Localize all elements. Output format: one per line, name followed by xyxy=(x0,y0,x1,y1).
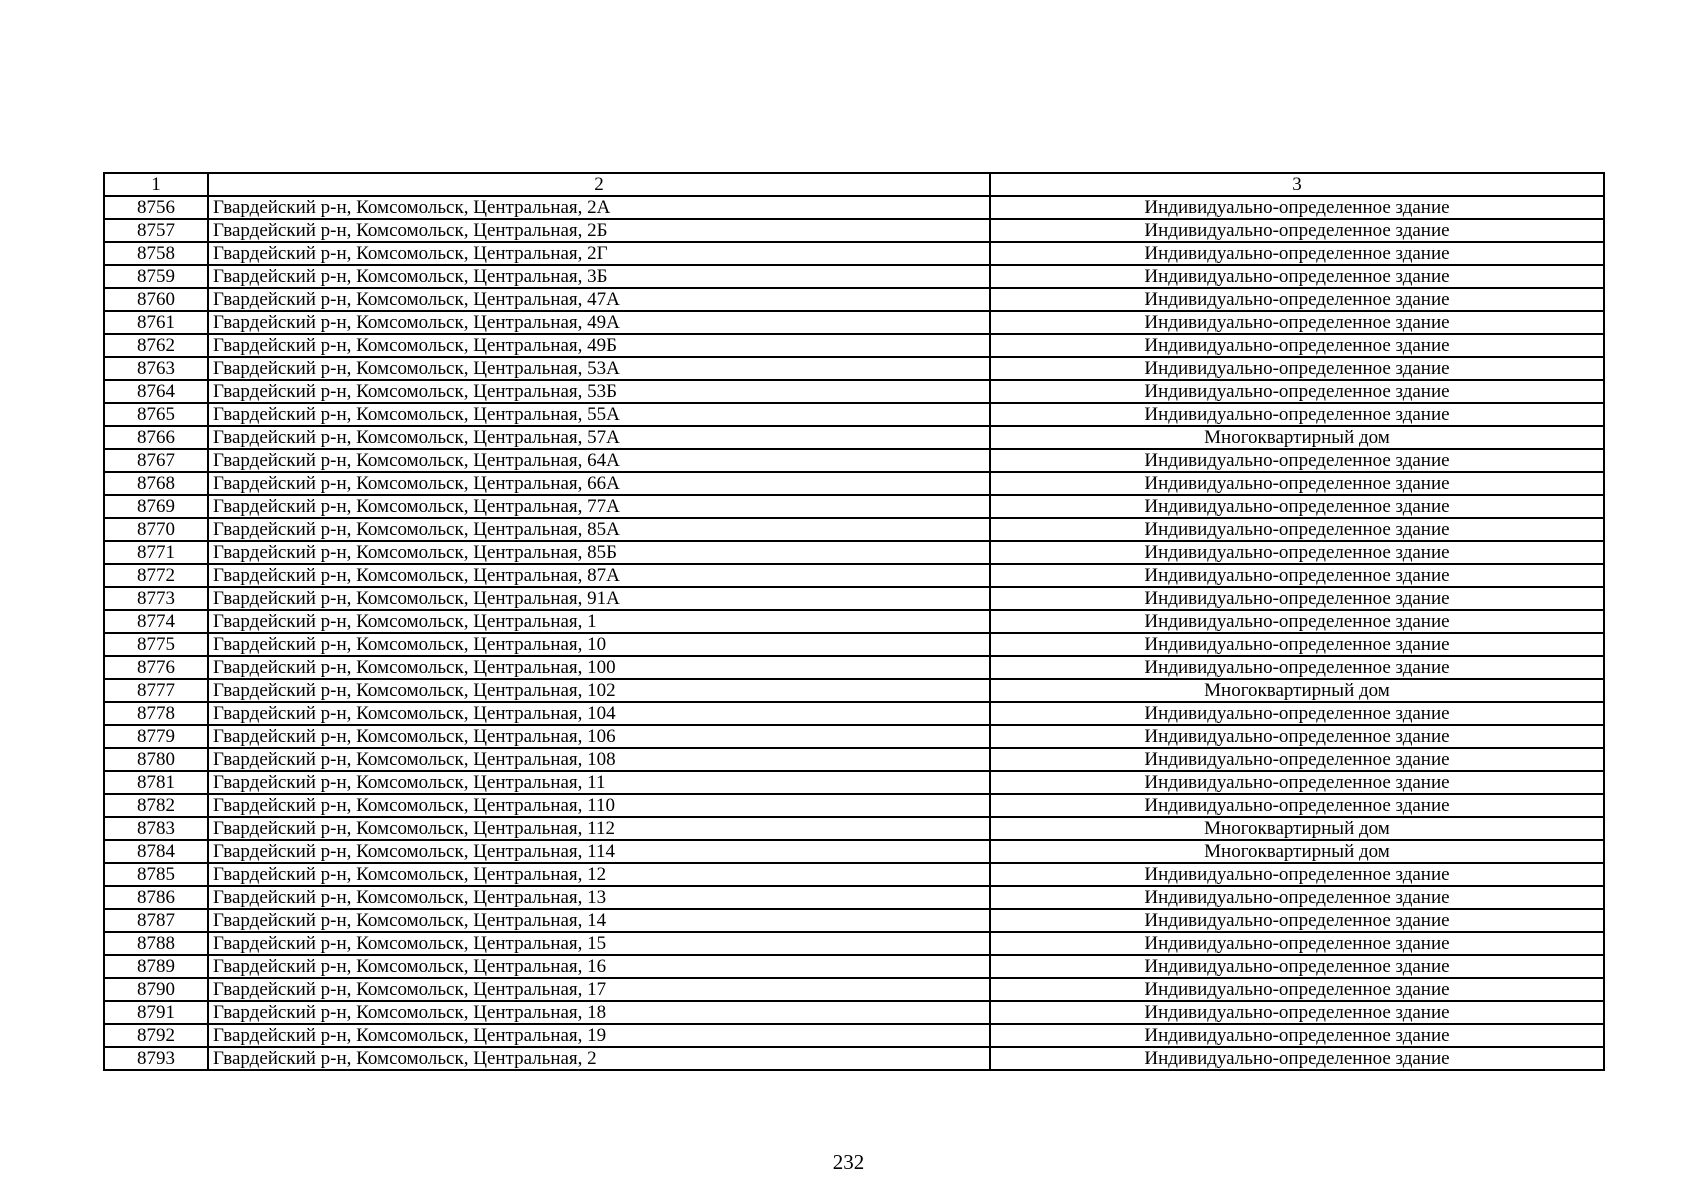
table-row xyxy=(104,863,1604,886)
header-cell-type: 3 xyxy=(990,173,1604,196)
building-type-cell: Индивидуально-определенное здание xyxy=(990,288,1604,311)
building-type-cell: Индивидуально-определенное здание xyxy=(990,725,1604,748)
building-type-cell: Индивидуально-определенное здание xyxy=(990,633,1604,656)
address-cell: Гвардейский р-н, Комсомольск, Центральная, 11 xyxy=(208,771,990,794)
table-row xyxy=(104,610,1604,633)
table-row xyxy=(104,702,1604,725)
address-cell: Гвардейский р-н, Комсомольск, Центральная, 66А xyxy=(208,472,990,495)
table-row xyxy=(104,1047,1604,1070)
address-cell: Гвардейский р-н, Комсомольск, Центральная, 15 xyxy=(208,932,990,955)
address-cell: Гвардейский р-н, Комсомольск, Центральная, 47А xyxy=(208,288,990,311)
building-type-cell: Многоквартирный дом xyxy=(990,817,1604,840)
table-row xyxy=(104,1024,1604,1047)
table-row xyxy=(104,794,1604,817)
table-row xyxy=(104,564,1604,587)
row-number-cell: 8762 xyxy=(104,334,208,357)
address-cell: Гвардейский р-н, Комсомольск, Центральная, 112 xyxy=(208,817,990,840)
page-number: 232 xyxy=(832,1150,865,1174)
header-cell-address: 2 xyxy=(208,173,990,196)
row-number-cell: 8767 xyxy=(104,449,208,472)
table-row xyxy=(104,955,1604,978)
building-type-cell: Индивидуально-определенное здание xyxy=(990,748,1604,771)
row-number-cell: 8764 xyxy=(104,380,208,403)
row-number-cell: 8780 xyxy=(104,748,208,771)
table-row xyxy=(104,311,1604,334)
building-type-cell: Индивидуально-определенное здание xyxy=(990,380,1604,403)
row-number-cell: 8785 xyxy=(104,863,208,886)
address-cell: Гвардейский р-н, Комсомольск, Центральная, 2Б xyxy=(208,219,990,242)
row-number-cell: 8761 xyxy=(104,311,208,334)
table-row xyxy=(104,633,1604,656)
header-cell-number: 1 xyxy=(104,173,208,196)
building-type-cell: Индивидуально-определенное здание xyxy=(990,495,1604,518)
address-cell: Гвардейский р-н, Комсомольск, Центральная, 2Г xyxy=(208,242,990,265)
table-row xyxy=(104,518,1604,541)
row-number-cell: 8779 xyxy=(104,725,208,748)
address-cell: Гвардейский р-н, Комсомольск, Центральная, 77А xyxy=(208,495,990,518)
address-cell: Гвардейский р-н, Комсомольск, Центральная, 10 xyxy=(208,633,990,656)
row-number-cell: 8782 xyxy=(104,794,208,817)
row-number-cell: 8778 xyxy=(104,702,208,725)
address-cell: Гвардейский р-н, Комсомольск, Центральная, 49Б xyxy=(208,334,990,357)
building-type-cell: Индивидуально-определенное здание xyxy=(990,219,1604,242)
building-type-cell: Индивидуально-определенное здание xyxy=(990,564,1604,587)
row-number-cell: 8758 xyxy=(104,242,208,265)
building-type-cell: Индивидуально-определенное здание xyxy=(990,265,1604,288)
building-type-cell: Индивидуально-определенное здание xyxy=(990,978,1604,1001)
table-row xyxy=(104,840,1604,863)
row-number-cell: 8775 xyxy=(104,633,208,656)
building-type-cell: Индивидуально-определенное здание xyxy=(990,311,1604,334)
row-number-cell: 8759 xyxy=(104,265,208,288)
row-number-cell: 8776 xyxy=(104,656,208,679)
table-row xyxy=(104,288,1604,311)
building-type-cell: Индивидуально-определенное здание xyxy=(990,334,1604,357)
table-row xyxy=(104,679,1604,702)
row-number-cell: 8773 xyxy=(104,587,208,610)
building-type-cell: Индивидуально-определенное здание xyxy=(990,1024,1604,1047)
address-cell: Гвардейский р-н, Комсомольск, Центральная, 2 xyxy=(208,1047,990,1070)
address-cell: Гвардейский р-н, Комсомольск, Центральная, 13 xyxy=(208,886,990,909)
address-cell: Гвардейский р-н, Комсомольск, Центральная, 85Б xyxy=(208,541,990,564)
row-number-cell: 8772 xyxy=(104,564,208,587)
address-cell: Гвардейский р-н, Комсомольск, Центральная, 110 xyxy=(208,794,990,817)
table-row xyxy=(104,380,1604,403)
building-type-cell: Индивидуально-определенное здание xyxy=(990,656,1604,679)
building-type-cell: Индивидуально-определенное здание xyxy=(990,610,1604,633)
building-type-cell: Индивидуально-определенное здание xyxy=(990,932,1604,955)
address-cell: Гвардейский р-н, Комсомольск, Центральная, 108 xyxy=(208,748,990,771)
row-number-cell: 8756 xyxy=(104,196,208,219)
table-row xyxy=(104,978,1604,1001)
address-cell: Гвардейский р-н, Комсомольск, Центральная, 19 xyxy=(208,1024,990,1047)
registry-table xyxy=(103,172,1605,1071)
address-cell: Гвардейский р-н, Комсомольск, Центральная, 114 xyxy=(208,840,990,863)
row-number-cell: 8790 xyxy=(104,978,208,1001)
table-row xyxy=(104,472,1604,495)
building-type-cell: Многоквартирный дом xyxy=(990,679,1604,702)
table-row xyxy=(104,242,1604,265)
registry-table-body xyxy=(104,173,1604,1070)
address-cell: Гвардейский р-н, Комсомольск, Центральная, 55А xyxy=(208,403,990,426)
table-row xyxy=(104,541,1604,564)
address-cell: Гвардейский р-н, Комсомольск, Центральная, 106 xyxy=(208,725,990,748)
building-type-cell: Индивидуально-определенное здание xyxy=(990,955,1604,978)
building-type-cell: Многоквартирный дом xyxy=(990,840,1604,863)
building-type-cell: Индивидуально-определенное здание xyxy=(990,587,1604,610)
table-row xyxy=(104,656,1604,679)
building-type-cell: Индивидуально-определенное здание xyxy=(990,449,1604,472)
building-type-cell: Индивидуально-определенное здание xyxy=(990,1047,1604,1070)
table-row xyxy=(104,748,1604,771)
row-number-cell: 8789 xyxy=(104,955,208,978)
table-row xyxy=(104,334,1604,357)
building-type-cell: Индивидуально-определенное здание xyxy=(990,771,1604,794)
table-row xyxy=(104,886,1604,909)
row-number-cell: 8781 xyxy=(104,771,208,794)
building-type-cell: Индивидуально-определенное здание xyxy=(990,702,1604,725)
building-type-cell: Индивидуально-определенное здание xyxy=(990,794,1604,817)
table-row xyxy=(104,449,1604,472)
row-number-cell: 8757 xyxy=(104,219,208,242)
row-number-cell: 8783 xyxy=(104,817,208,840)
address-cell: Гвардейский р-н, Комсомольск, Центральная, 49А xyxy=(208,311,990,334)
building-type-cell: Индивидуально-определенное здание xyxy=(990,1001,1604,1024)
row-number-cell: 8784 xyxy=(104,840,208,863)
table-row xyxy=(104,357,1604,380)
building-type-cell: Индивидуально-определенное здание xyxy=(990,242,1604,265)
table-row xyxy=(104,495,1604,518)
address-cell: Гвардейский р-н, Комсомольск, Центральная, 57А xyxy=(208,426,990,449)
building-type-cell: Индивидуально-определенное здание xyxy=(990,909,1604,932)
address-cell: Гвардейский р-н, Комсомольск, Центральная, 16 xyxy=(208,955,990,978)
address-cell: Гвардейский р-н, Комсомольск, Центральная, 1 xyxy=(208,610,990,633)
building-type-cell: Многоквартирный дом xyxy=(990,426,1604,449)
table-row xyxy=(104,909,1604,932)
building-type-cell: Индивидуально-определенное здание xyxy=(990,472,1604,495)
address-cell: Гвардейский р-н, Комсомольск, Центральная, 53А xyxy=(208,357,990,380)
row-number-cell: 8791 xyxy=(104,1001,208,1024)
address-cell: Гвардейский р-н, Комсомольск, Центральная, 100 xyxy=(208,656,990,679)
table-row xyxy=(104,403,1604,426)
table-row xyxy=(104,932,1604,955)
table-row xyxy=(104,219,1604,242)
table-row xyxy=(104,817,1604,840)
row-number-cell: 8792 xyxy=(104,1024,208,1047)
table-header-row xyxy=(104,173,1604,196)
address-cell: Гвардейский р-н, Комсомольск, Центральная, 91А xyxy=(208,587,990,610)
building-type-cell: Индивидуально-определенное здание xyxy=(990,886,1604,909)
table-row xyxy=(104,725,1604,748)
table-row xyxy=(104,196,1604,219)
building-type-cell: Индивидуально-определенное здание xyxy=(990,357,1604,380)
row-number-cell: 8766 xyxy=(104,426,208,449)
row-number-cell: 8770 xyxy=(104,518,208,541)
address-cell: Гвардейский р-н, Комсомольск, Центральная, 87А xyxy=(208,564,990,587)
table-row xyxy=(104,265,1604,288)
address-cell: Гвардейский р-н, Комсомольск, Центральная, 18 xyxy=(208,1001,990,1024)
row-number-cell: 8786 xyxy=(104,886,208,909)
row-number-cell: 8769 xyxy=(104,495,208,518)
building-type-cell: Индивидуально-определенное здание xyxy=(990,541,1604,564)
row-number-cell: 8787 xyxy=(104,909,208,932)
row-number-cell: 8774 xyxy=(104,610,208,633)
address-cell: Гвардейский р-н, Комсомольск, Центральная, 17 xyxy=(208,978,990,1001)
address-cell: Гвардейский р-н, Комсомольск, Центральная, 64А xyxy=(208,449,990,472)
address-cell: Гвардейский р-н, Комсомольск, Центральная, 104 xyxy=(208,702,990,725)
row-number-cell: 8771 xyxy=(104,541,208,564)
building-type-cell: Индивидуально-определенное здание xyxy=(990,196,1604,219)
row-number-cell: 8793 xyxy=(104,1047,208,1070)
row-number-cell: 8788 xyxy=(104,932,208,955)
table-row xyxy=(104,587,1604,610)
address-cell: Гвардейский р-н, Комсомольск, Центральная, 12 xyxy=(208,863,990,886)
row-number-cell: 8763 xyxy=(104,357,208,380)
address-cell: Гвардейский р-н, Комсомольск, Центральная, 53Б xyxy=(208,380,990,403)
building-type-cell: Индивидуально-определенное здание xyxy=(990,403,1604,426)
row-number-cell: 8765 xyxy=(104,403,208,426)
address-cell: Гвардейский р-н, Комсомольск, Центральная, 14 xyxy=(208,909,990,932)
address-cell: Гвардейский р-н, Комсомольск, Центральная, 85А xyxy=(208,518,990,541)
row-number-cell: 8768 xyxy=(104,472,208,495)
address-cell: Гвардейский р-н, Комсомольск, Центральная, 2А xyxy=(208,196,990,219)
row-number-cell: 8777 xyxy=(104,679,208,702)
table-row xyxy=(104,426,1604,449)
building-type-cell: Индивидуально-определенное здание xyxy=(990,518,1604,541)
table-row xyxy=(104,771,1604,794)
row-number-cell: 8760 xyxy=(104,288,208,311)
building-type-cell: Индивидуально-определенное здание xyxy=(990,863,1604,886)
address-cell: Гвардейский р-н, Комсомольск, Центральная, 3Б xyxy=(208,265,990,288)
address-cell: Гвардейский р-н, Комсомольск, Центральная, 102 xyxy=(208,679,990,702)
table-row xyxy=(104,1001,1604,1024)
